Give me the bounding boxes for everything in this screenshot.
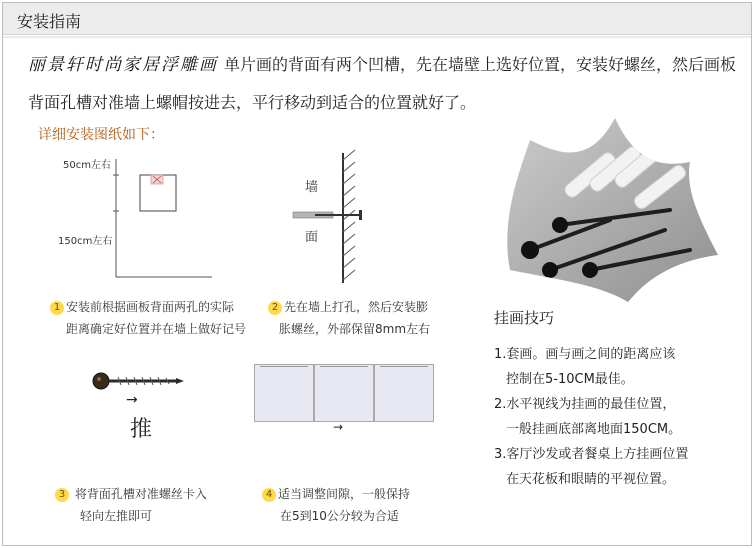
step-number-4: 4: [262, 488, 276, 502]
label-150cm: 150cm左右: [58, 236, 113, 247]
step-4-line1: 适当调整间隙，一般保持: [278, 487, 411, 501]
tip-line-6: 在天花板和眼睛的平视位置。: [506, 472, 676, 487]
measurement-diagram: [100, 145, 220, 280]
brand-name: 丽景轩时尚家居浮雕画: [28, 55, 218, 75]
label-50cm: 50cm左右: [63, 160, 111, 171]
tip-line-2: 控制在5-10CM最佳。: [506, 372, 634, 387]
step-2-line2: 胀螺丝，外部保留8mm左右: [279, 322, 431, 336]
intro-text: 单片画的背面有两个凹槽，先在墙壁上选好位置，安装好螺丝，然后画板背面孔槽对准墙上螺帽按进去，平行移动到适合的位置就好了。: [28, 55, 737, 112]
label-wall: 墙: [305, 180, 319, 195]
panel-left-hooks: [260, 366, 308, 367]
tip-line-4: 一般挂画底部离地面150CM。: [506, 422, 682, 437]
screw-icon: [90, 368, 185, 394]
step-3: [55, 483, 207, 527]
tips-title: 挂画技巧: [494, 309, 555, 327]
step-number-1: 1: [50, 301, 64, 315]
step-1-line1: 安装前根据画板背面两孔的实际: [66, 300, 235, 314]
panel-right: [374, 364, 434, 422]
step-1-line2: 距离确定好位置并在墙上做好记号: [66, 322, 247, 336]
step-4-line2: 在5到10公分较为合适: [280, 509, 399, 523]
push-label: 推: [130, 417, 153, 442]
step-1: [50, 296, 246, 340]
tip-line-1: 1.套画。画与画之间的距离应该: [494, 347, 676, 362]
page-title: 安装指南: [17, 12, 82, 31]
label-face: 面: [305, 230, 319, 245]
step-number-3: 3: [55, 488, 69, 502]
panel-left: [254, 364, 314, 422]
step-number-2: 2: [268, 301, 282, 315]
header-divider: [3, 36, 751, 38]
step-3-line1: 将背面孔槽对准螺丝卡入: [74, 487, 207, 501]
arrow-right-icon: →: [333, 420, 344, 434]
section-title: 详细安装图纸如下：: [38, 127, 164, 143]
step-2-line1: 先在墙上打孔，然后安装膨: [284, 300, 429, 314]
tip-line-5: 3.客厅沙发或者餐桌上方挂画位置: [494, 447, 689, 462]
wall-section-diagram: [285, 148, 370, 288]
step-2: [268, 296, 430, 340]
header-bar: [3, 3, 751, 35]
tip-line-3: 2.水平视线为挂画的最佳位置，: [494, 397, 676, 412]
step-4: [262, 483, 410, 527]
arrow-right-icon: →: [126, 392, 138, 408]
panel-middle: [314, 364, 374, 422]
panel-middle-hooks: [320, 366, 368, 367]
anchor-screws-photo: [490, 110, 722, 306]
panel-right-hooks: [380, 366, 428, 367]
step-3-line2: 轻向左推即可: [80, 509, 153, 523]
